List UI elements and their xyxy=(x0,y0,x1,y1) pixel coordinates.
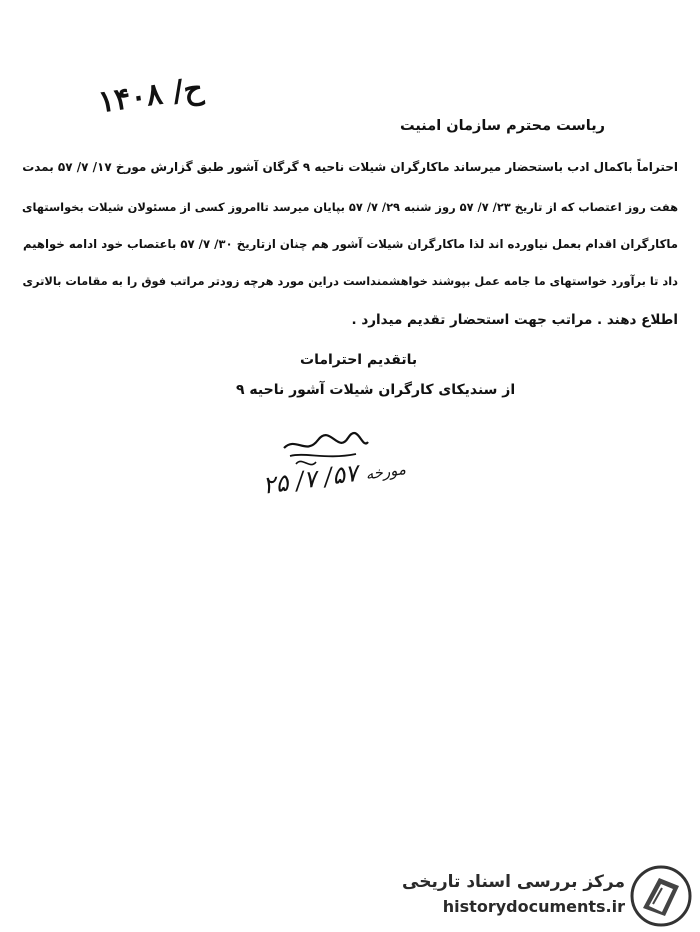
letter-closing: باتقدیم احترامات xyxy=(300,352,418,368)
watermark-title: مرکز بررسی اسناد تاریخی xyxy=(402,872,625,892)
letter-body-line-5: اطلاع دهند . مراتب جهت استحضار تقدیم میدارد . xyxy=(351,312,678,328)
signature-date-prefix: مورخه xyxy=(364,460,407,484)
letter-recipient: ریاست محترم سازمان امنیت xyxy=(400,118,605,134)
book-emblem-icon xyxy=(629,864,693,928)
signature-date-value: ۵۷/ ۷/ ۲۵ xyxy=(260,458,360,500)
letter-body-line-1: احتراماً باکمال ادب باستحضار میرساند ماکارگران شیلات ناحیه ۹ گرگان آشور طبق گزارش مورخ ۱۷/ ۷/ ۵۷ بمدت xyxy=(22,160,678,174)
letter-body-line-3: ماکارگران اقدام بعمل نیاورده اند لذا ماکارگران شیلات آشور هم چنان ازتاریخ ۳۰/ ۷/ ۵۷ باعتصاب خود ادامه خواهیم xyxy=(22,237,678,251)
letter-body-line-4: داد تا برآورد خواستهای ما جامه عمل بپوشند خواهشمنداست دراین مورد هرچه زودتر مراتب فوق را به مقامات بالاتری xyxy=(22,274,678,288)
reference-number: ۱۴۰۸ /ح xyxy=(96,70,206,121)
letter-sender: از سندیکای کارگران شیلات آشور ناحیه ۹ xyxy=(236,382,516,398)
watermark-url: historydocuments.ir xyxy=(442,897,625,916)
letter-body-line-2: هفت روز اعتصاب که از تاریخ ۲۳/ ۷/ ۵۷ روز شنبه ۲۹/ ۷/ ۵۷ بپایان میرسد تاامروز کسی از مسئولان شیلات بخواستهای xyxy=(22,200,678,214)
watermark xyxy=(402,860,695,930)
